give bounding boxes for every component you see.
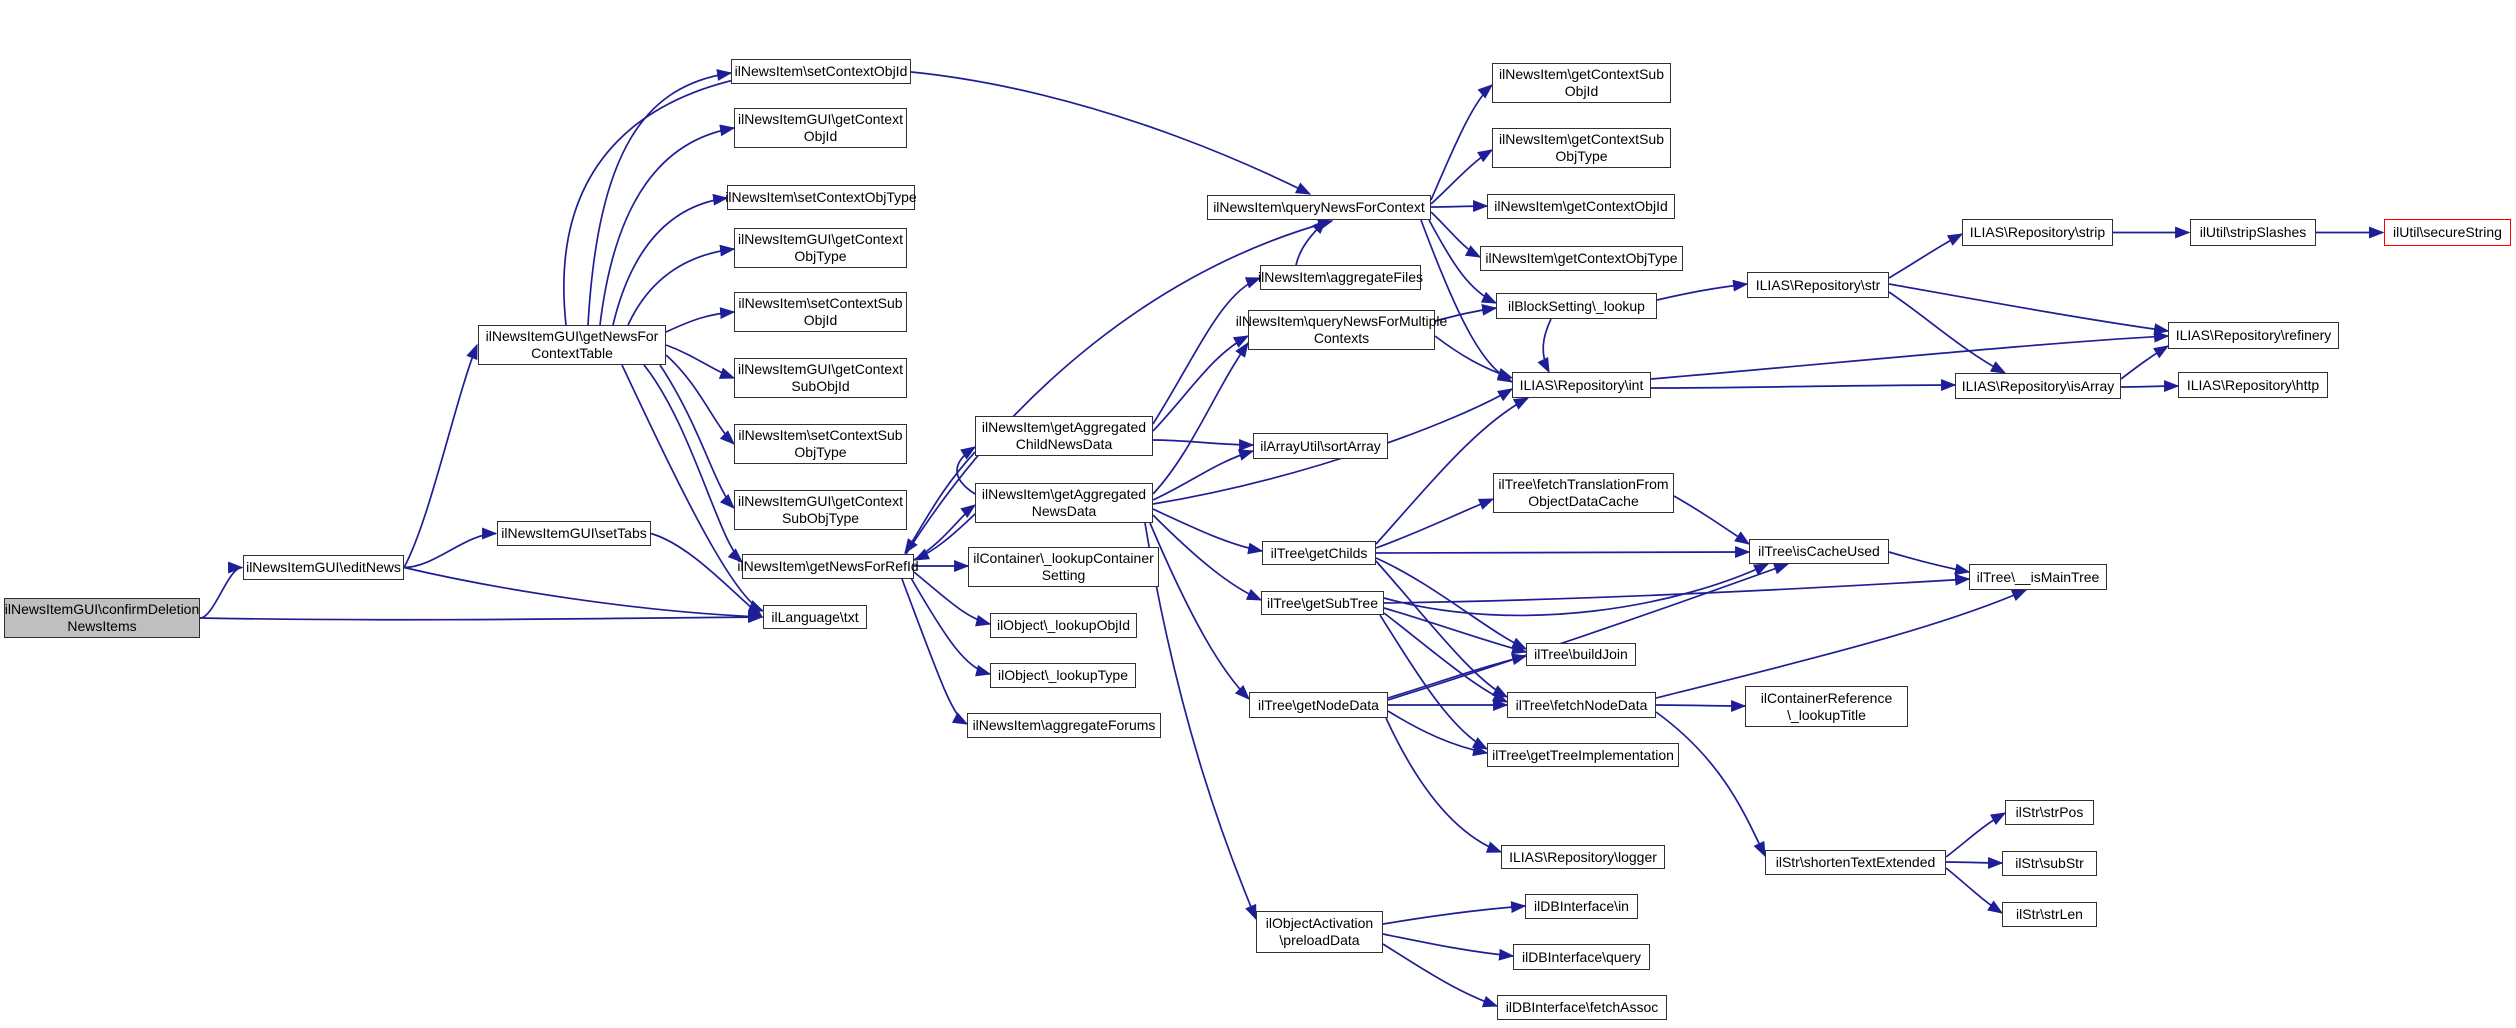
- node-label: ilTree\fetchTranslationFrom: [1498, 476, 1669, 492]
- node-label: ilNewsItemGUI\getContext: [738, 493, 903, 509]
- edge-editNews-contextTable: [404, 345, 477, 568]
- edge-str-strip: [1889, 234, 1962, 278]
- edge-confirm-editNews: [200, 568, 242, 619]
- node-secureString[interactable]: [2384, 219, 2511, 246]
- edge-getNodeData-getTreeImpl: [1388, 711, 1487, 753]
- node-refId[interactable]: [737, 554, 919, 579]
- node-setCtxSubObjId[interactable]: [734, 292, 907, 332]
- node-preloadData[interactable]: [1256, 911, 1383, 953]
- node-getSubTree[interactable]: [1261, 591, 1384, 615]
- node-label: ObjType: [794, 444, 847, 460]
- node-label: ilNewsItem\setContextObjType: [725, 189, 917, 205]
- node-label: ilObject\_lookupObjId: [996, 617, 1131, 633]
- node-label: \_lookupTitle: [1787, 706, 1866, 723]
- node-label: ObjId: [803, 128, 838, 144]
- node-queryMulti[interactable]: [1235, 310, 1448, 350]
- node-setCtxObjType[interactable]: [727, 185, 915, 210]
- node-label: ilNewsItemGUI\getContext: [738, 111, 903, 127]
- edge-shortenText-strLen: [1946, 868, 2002, 913]
- node-label: ILIAS\Repository\http: [2186, 376, 2320, 393]
- node-label: ObjId: [803, 312, 838, 328]
- node-label: ilTree\fetchNodeData: [1515, 696, 1648, 713]
- node-label: ilNewsItem\setContextSub: [738, 295, 903, 311]
- node-label: ilDBInterface\in: [1534, 898, 1629, 914]
- node-label: ilNewsItem\aggregateForums: [972, 717, 1156, 733]
- node-label: ObjectDataCache: [1528, 493, 1639, 509]
- node-logger[interactable]: [1501, 845, 1665, 869]
- node-refinery[interactable]: [2168, 322, 2339, 349]
- node-aggChild[interactable]: [975, 416, 1153, 456]
- node-label: ILIAS\Repository\strip: [1969, 224, 2106, 240]
- node-lookupContainerSetting[interactable]: [968, 547, 1159, 587]
- edge-getSubTree-isCacheUsed: [1384, 564, 1768, 615]
- edge-preloadData-dbQuery: [1383, 934, 1513, 956]
- node-getCtxObjType[interactable]: [1480, 246, 1683, 271]
- node-label: ilTree\getSubTree: [1266, 594, 1378, 611]
- edge-contextTable-setCtxObjType: [613, 198, 727, 325]
- edge-fetchNodeData-isMainTree: [1656, 590, 2026, 698]
- node-dbQuery[interactable]: [1513, 944, 1650, 970]
- node-label: ilTree\__isMainTree: [1976, 568, 2100, 585]
- edge-aggChild-sortArray: [1153, 440, 1253, 445]
- node-label: NewsData: [1031, 503, 1097, 519]
- node-queryCtx[interactable]: [1207, 195, 1431, 220]
- edge-getChilds-fetchNodeData: [1376, 561, 1507, 697]
- edge-contextTable-guiGetCtxSubObjType: [660, 365, 734, 508]
- node-getNodeData[interactable]: [1249, 692, 1388, 718]
- edge-aggChild-aggregateFiles: [1153, 278, 1260, 424]
- edge-blockLookup-str: [1657, 284, 1747, 300]
- node-label: ILIAS\Repository\isArray: [1961, 377, 2115, 394]
- node-label: \preloadData: [1279, 932, 1360, 948]
- edge-refId-aggNews: [914, 505, 975, 560]
- edge-fetchTranslation-isCacheUsed: [1674, 496, 1749, 544]
- edge-fetchNodeData-lookupTitle: [1656, 705, 1745, 706]
- edge-editNews-setTabs: [404, 534, 496, 568]
- edge-int-isArray: [1651, 385, 1955, 388]
- node-label: ContextTable: [531, 345, 613, 361]
- edge-aggNews-getSubTree: [1153, 515, 1261, 600]
- node-label: ILIAS\Repository\logger: [1509, 848, 1657, 865]
- edge-aggChild-refId: [905, 452, 975, 553]
- edge-shortenText-strPos: [1946, 813, 2005, 857]
- node-label: Setting: [1041, 567, 1086, 583]
- node-blockLookup[interactable]: [1496, 293, 1657, 319]
- node-guiGetCtxSubObjType[interactable]: [734, 490, 907, 530]
- node-guiGetCtxSubObjId[interactable]: [734, 358, 907, 398]
- node-label: ilNewsItem\aggregateFiles: [1258, 269, 1423, 285]
- node-int[interactable]: [1512, 372, 1651, 398]
- node-label: ilObjectActivation: [1265, 915, 1374, 931]
- node-label: ilLanguage\txt: [771, 608, 859, 625]
- edge-contextTable-queryCtx: [564, 68, 1310, 325]
- edge-getSubTree-isMainTree: [1384, 579, 1969, 603]
- node-label: ilNewsItem\queryNewsForContext: [1213, 199, 1425, 215]
- node-subStr[interactable]: [2002, 851, 2097, 876]
- node-shortenText[interactable]: [1765, 850, 1946, 875]
- node-fetchTranslation[interactable]: [1493, 473, 1674, 513]
- edge-getChilds-int: [1376, 398, 1528, 544]
- node-label: ilNewsItemGUI\confirmDeletion: [4, 601, 200, 617]
- node-label: ilStr\shortenTextExtended: [1775, 854, 1936, 870]
- edge-shortenText-subStr: [1946, 862, 2002, 863]
- node-label: ILIAS\Repository\int: [1519, 376, 1644, 393]
- node-label: Contexts: [1313, 330, 1370, 346]
- edge-getChilds-isCacheUsed: [1376, 552, 1749, 553]
- node-label: ilTree\getChilds: [1270, 544, 1368, 561]
- node-dbFetchAssoc[interactable]: [1497, 995, 1667, 1020]
- node-sortArray[interactable]: [1253, 433, 1388, 459]
- edge-contextTable-setCtxObjId: [588, 73, 731, 325]
- node-label: ILIAS\Repository\refinery: [2175, 327, 2332, 343]
- node-label: ilTree\getTreeImplementation: [1492, 746, 1674, 763]
- node-getCtxSubObjId[interactable]: [1492, 63, 1671, 103]
- edge-editNews-txt: [404, 568, 762, 618]
- node-label: ilNewsItemGUI\setTabs: [501, 525, 647, 541]
- node-str[interactable]: [1747, 272, 1889, 298]
- edge-str-refinery: [1889, 284, 2168, 331]
- node-isCacheUsed[interactable]: [1749, 539, 1889, 564]
- node-lookupType[interactable]: [990, 663, 1136, 688]
- node-label: ilBlockSetting\_lookup: [1508, 297, 1645, 314]
- edge-isArray-refinery: [2121, 346, 2168, 379]
- node-label: ILIAS\Repository\str: [1755, 276, 1881, 293]
- node-label: ilNewsItem\getContextObjType: [1485, 250, 1678, 266]
- edge-isArray-http: [2121, 386, 2178, 387]
- node-label: ObjId: [1564, 83, 1599, 99]
- edge-aggNews-getNodeData: [1150, 523, 1249, 699]
- edge-str-isArray: [1889, 292, 2005, 373]
- node-txt[interactable]: [763, 605, 867, 629]
- node-aggNews[interactable]: [975, 483, 1153, 523]
- node-getTreeImpl[interactable]: [1487, 743, 1679, 767]
- node-guiGetCtxObjId[interactable]: [734, 108, 907, 148]
- node-fetchNodeData[interactable]: [1507, 692, 1656, 718]
- node-isArray[interactable]: [1955, 373, 2121, 399]
- node-getCtxSubObjType[interactable]: [1492, 128, 1671, 168]
- node-label: ilNewsItem\queryNewsForMultiple: [1235, 313, 1448, 329]
- node-label: ilStr\strPos: [2015, 804, 2084, 820]
- edge-contextTable-setCtxSubObjId: [666, 312, 734, 332]
- edge-fetchNodeData-shortenText: [1656, 712, 1765, 856]
- node-stripSlashes[interactable]: [2190, 219, 2316, 246]
- edge-refId-lookupType: [911, 578, 990, 674]
- edge-aggNews-queryMulti: [1153, 343, 1248, 494]
- node-label: ilContainerReference: [1760, 689, 1893, 706]
- node-label: ilUtil\secureString: [2393, 224, 2502, 240]
- node-dbIn[interactable]: [1525, 894, 1638, 919]
- edge-queryCtx-getCtxObjType: [1431, 212, 1480, 257]
- node-lookupObjId[interactable]: [990, 613, 1137, 638]
- node-label: ilNewsItem\getAggregated: [981, 486, 1147, 502]
- node-label: ChildNewsData: [1015, 436, 1113, 452]
- node-label: ilObject\_lookupType: [998, 667, 1128, 683]
- node-http[interactable]: [2178, 372, 2328, 398]
- node-label: SubObjId: [791, 378, 850, 394]
- edge-confirm-txt: [200, 617, 762, 620]
- node-confirm: [4, 598, 200, 638]
- edge-preloadData-dbFetchAssoc: [1383, 944, 1497, 1006]
- edge-queryMulti-int: [1435, 336, 1512, 378]
- node-contextTable[interactable]: [478, 325, 666, 365]
- node-buildJoin[interactable]: [1526, 643, 1636, 666]
- node-label: ilNewsItem\getContextObjId: [1494, 198, 1668, 214]
- edge-contextTable-setCtxSubObjType: [666, 355, 734, 444]
- node-aggregateForums[interactable]: [967, 713, 1161, 738]
- node-label: ilTree\isCacheUsed: [1758, 543, 1880, 559]
- node-getCtxObjId[interactable]: [1487, 194, 1675, 219]
- node-strip[interactable]: [1962, 219, 2113, 246]
- node-setTabs[interactable]: [497, 521, 651, 546]
- node-label: ilContainer\_lookupContainer: [973, 550, 1154, 566]
- node-label: ilTree\getNodeData: [1258, 696, 1379, 713]
- node-guiGetCtxObjType[interactable]: [734, 228, 907, 268]
- node-aggregateFiles[interactable]: [1260, 265, 1421, 290]
- node-setCtxObjId[interactable]: [731, 59, 911, 84]
- node-strPos[interactable]: [2005, 800, 2094, 825]
- edge-queryCtx-getCtxSubObjId: [1431, 85, 1492, 200]
- node-label: ilNewsItem\getNewsForRefId: [737, 558, 919, 574]
- edge-getNodeData-logger: [1386, 718, 1501, 852]
- edge-contextTable-guiGetCtxSubObjId: [666, 345, 734, 378]
- node-label: ilNewsItem\getAggregated: [981, 419, 1147, 435]
- node-label: ilDBInterface\query: [1521, 948, 1642, 965]
- node-label: ilNewsItemGUI\getContext: [738, 231, 903, 247]
- edge-refId-aggregateForums: [902, 579, 967, 724]
- node-label: ilStr\strLen: [2016, 906, 2083, 922]
- node-isMainTree[interactable]: [1969, 564, 2107, 590]
- node-label: ilNewsItem\getContextSub: [1499, 66, 1664, 82]
- node-label: ilNewsItem\setContextSub: [738, 427, 903, 443]
- node-label: ilNewsItem\setContextObjId: [734, 63, 908, 79]
- edge-queryMulti-blockLookup: [1435, 308, 1496, 321]
- node-label: ilStr\subStr: [2015, 855, 2084, 871]
- node-setCtxSubObjType[interactable]: [734, 424, 907, 464]
- node-label: ilArrayUtil\sortArray: [1260, 437, 1381, 454]
- node-label: ilUtil\stripSlashes: [2199, 224, 2307, 240]
- node-label: ilNewsItemGUI\editNews: [246, 559, 401, 575]
- node-label: ilNewsItemGUI\getNewsFor: [485, 328, 659, 344]
- edge-aggNews-preloadData: [1145, 523, 1256, 919]
- node-label: SubObjType: [781, 510, 860, 526]
- node-strLen[interactable]: [2002, 902, 2097, 927]
- edge-isCacheUsed-isMainTree: [1889, 552, 1969, 572]
- edge-aggChild-queryMulti: [1153, 336, 1248, 431]
- node-getChilds[interactable]: [1262, 541, 1376, 565]
- node-label: ilTree\buildJoin: [1534, 646, 1628, 662]
- edge-contextTable-refId: [644, 365, 742, 562]
- edge-preloadData-dbIn: [1383, 906, 1525, 924]
- node-label: ilDBInterface\fetchAssoc: [1505, 999, 1659, 1015]
- node-label: ObjType: [1555, 148, 1608, 164]
- node-label: NewsItems: [67, 618, 137, 634]
- node-label: ilNewsItemGUI\getContext: [738, 361, 903, 377]
- node-editNews[interactable]: [243, 555, 404, 580]
- node-lookupTitle[interactable]: [1745, 686, 1908, 727]
- edge-queryCtx-getCtxObjId: [1431, 206, 1487, 207]
- node-label: ilNewsItem\getContextSub: [1499, 131, 1664, 147]
- node-label: ObjType: [794, 248, 847, 264]
- edge-blockLookup-int: [1543, 319, 1551, 372]
